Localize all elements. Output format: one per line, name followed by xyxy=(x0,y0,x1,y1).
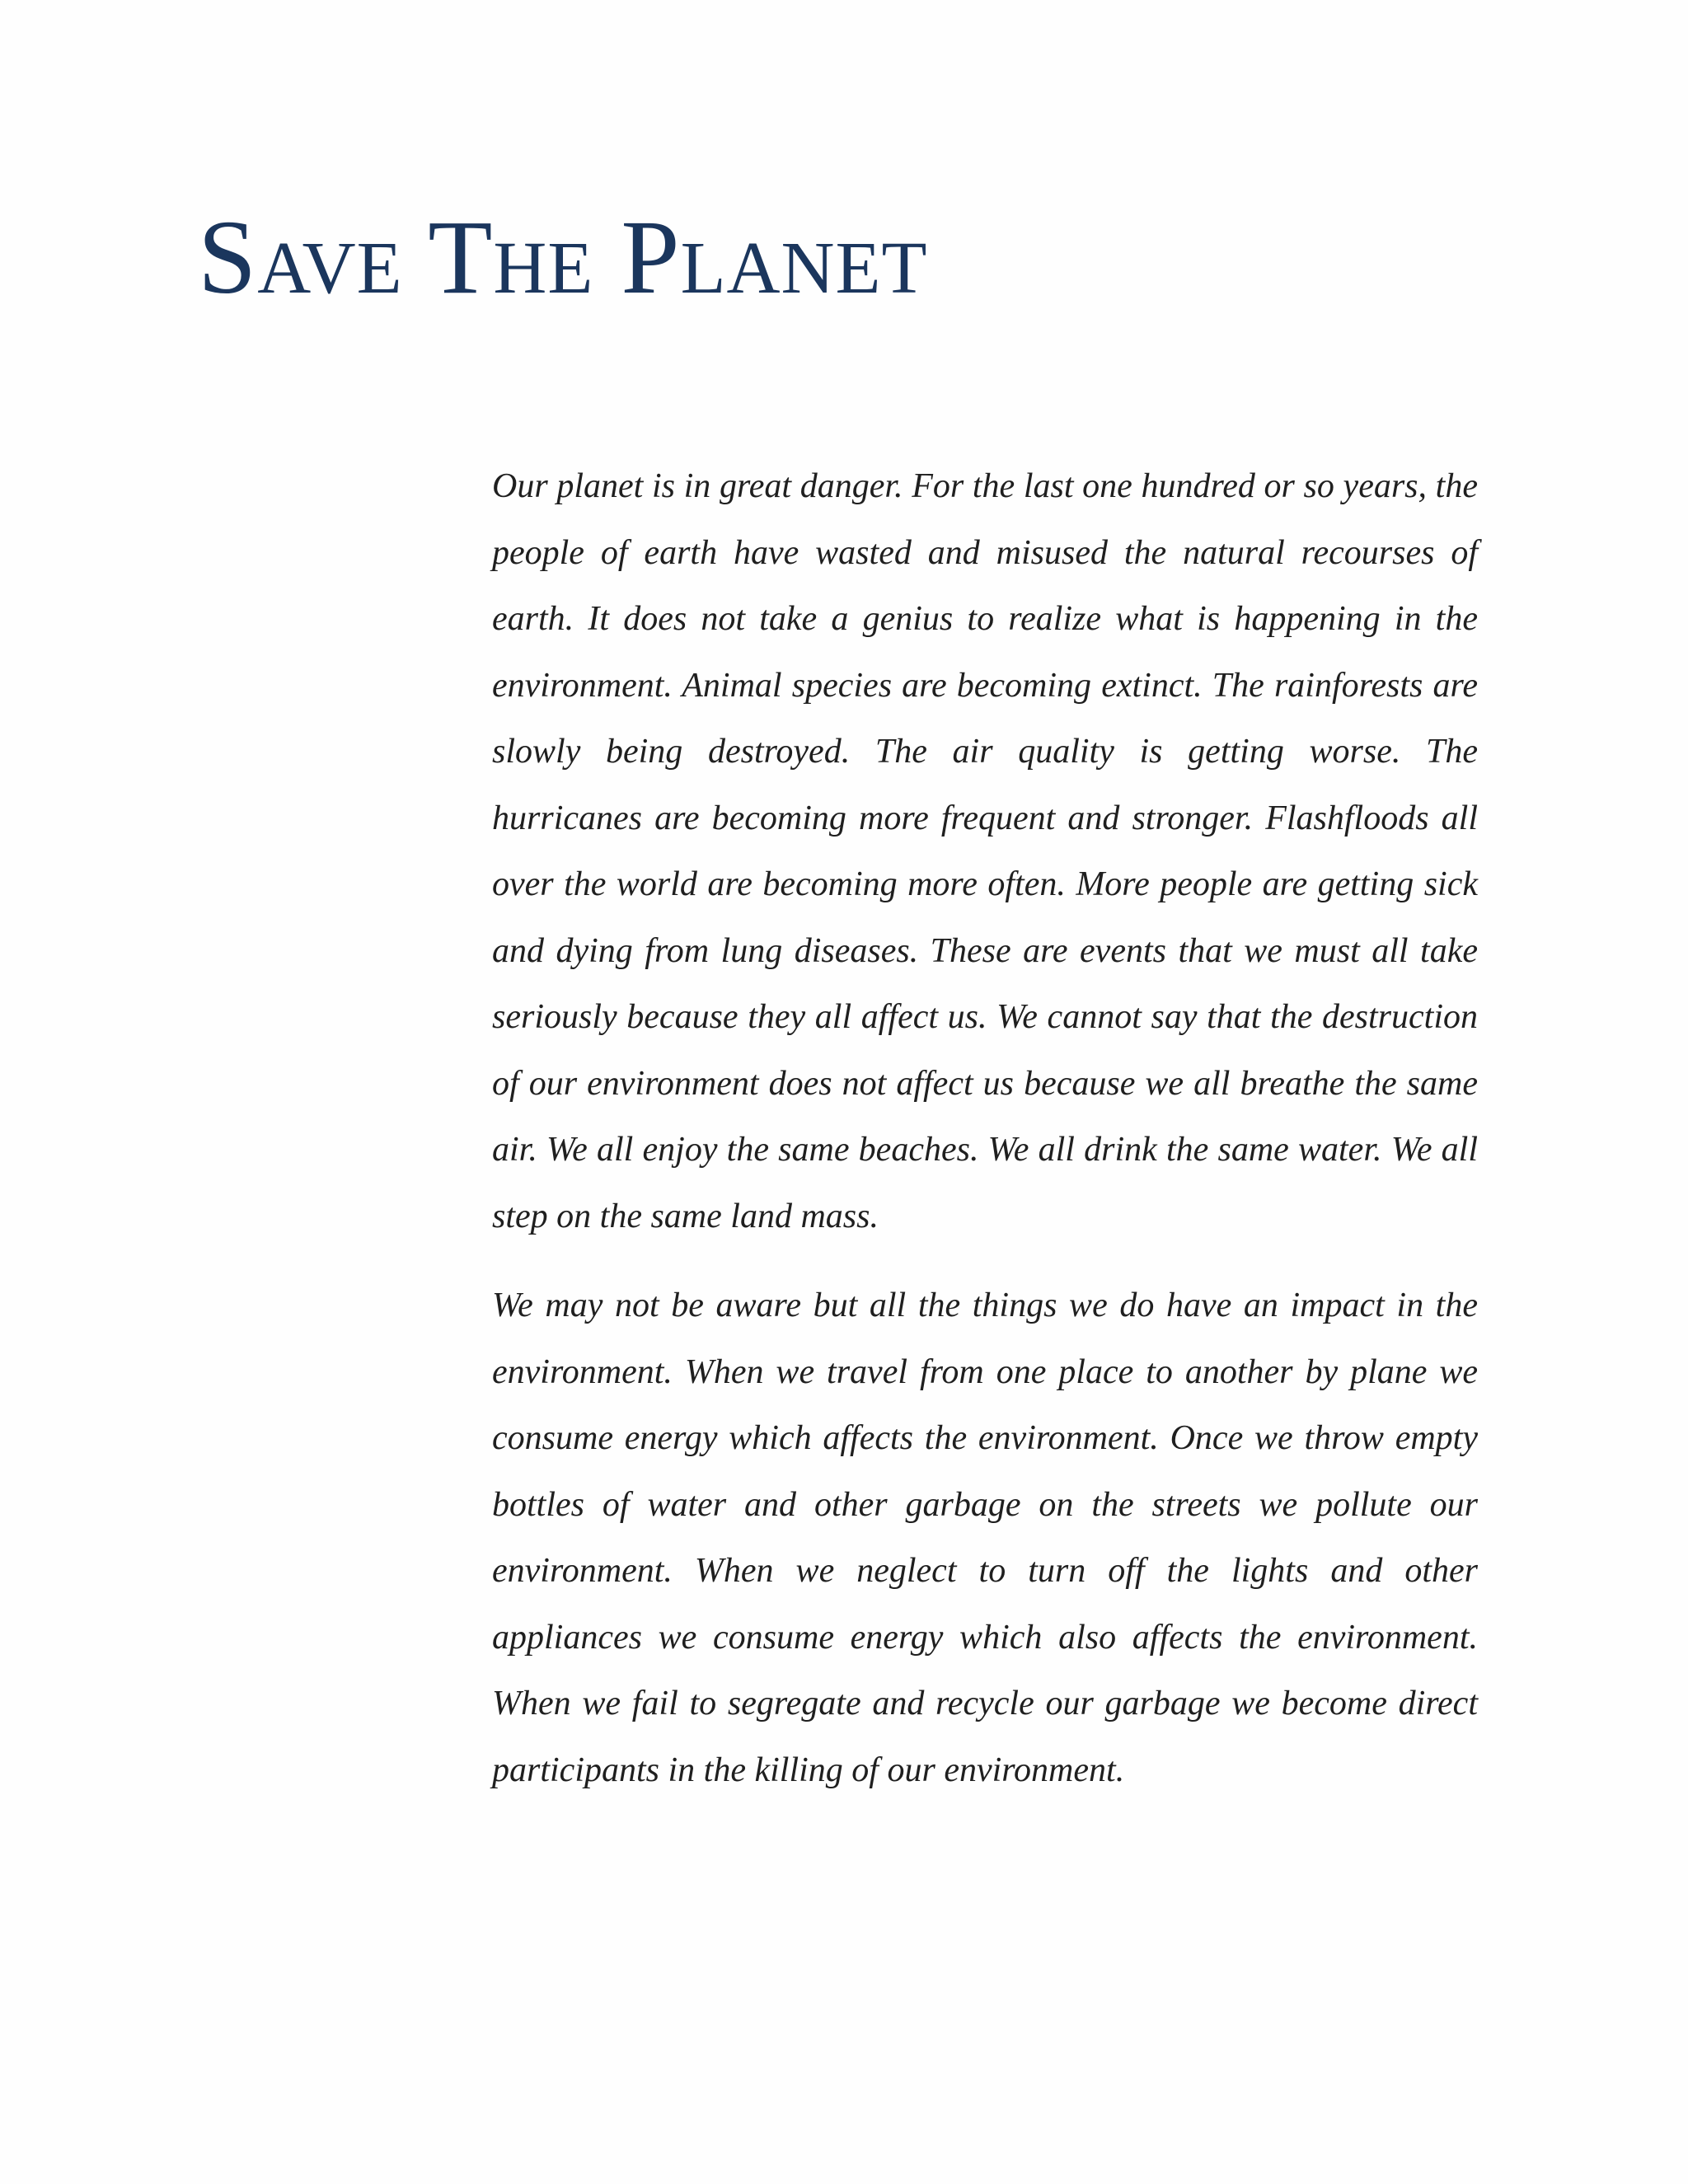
paragraph-2: We may not be aware but all the things we do have an impact in the environment. When we travel from one place to another by plane we consume energy which affects the environment. Once we throw empty bottles of water and other garbage on the streets we pollute our environment. When we neglect to turn off the lights and other appliances we consume energy which also affects the environment. When we fail to segregate and recycle our garbage we become direct participants in the killing of our environment. xyxy=(492,1286,1478,1789)
document-title: Save The Planet xyxy=(198,199,928,316)
paragraph-1: Our planet is in great danger. For the last one hundred or so years, the people of earth have wasted and misused the natural recourses of earth. It does not take a genius to realize what is happening in the environment. Animal species are becoming extinct. The rainforests are slowly being destroyed. The air quality is getting worse. The hurricanes are becoming more frequent and stronger. Flashfloods all over the world are becoming more often. More people are getting sick and dying from lung diseases. These are events that we must all take seriously because they all affect us. We cannot say that the destruction of our environment does not affect us because we all breathe the same air. We all enjoy the same beaches. We all drink the same water. We all step on the same land mass. xyxy=(492,467,1478,1235)
document-body xyxy=(492,453,1478,1803)
